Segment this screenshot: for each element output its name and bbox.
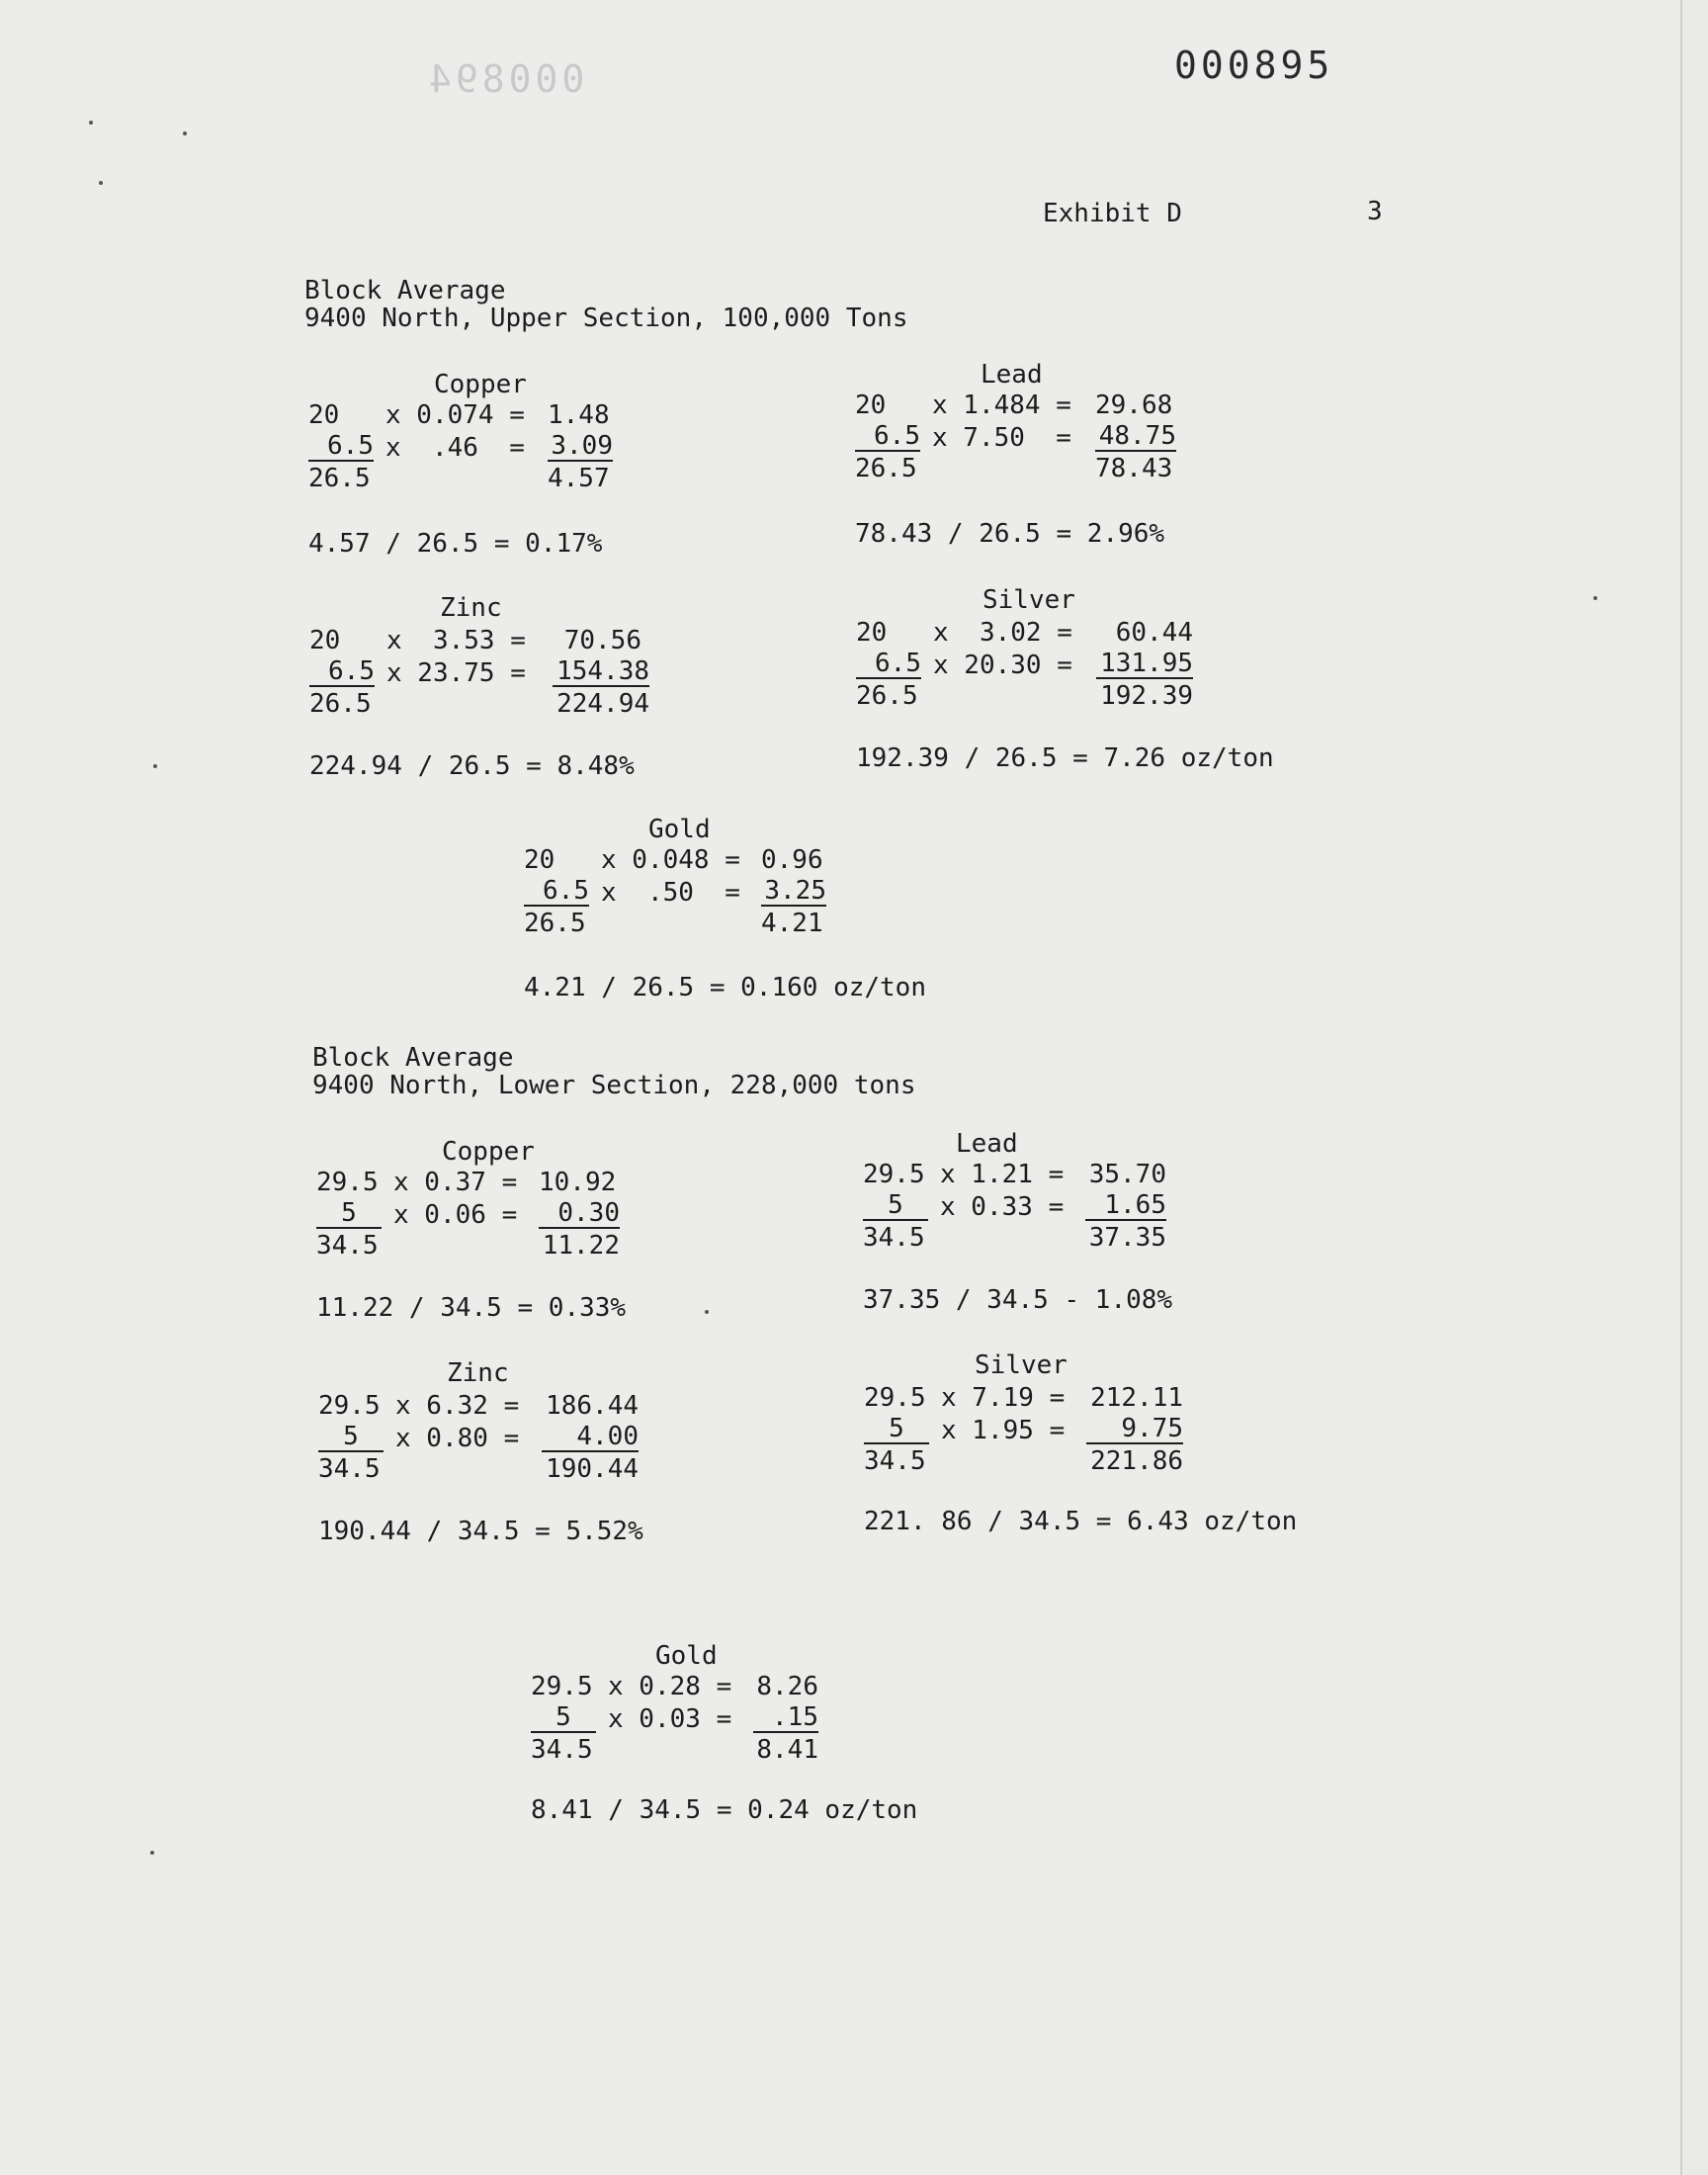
calc-total: 8.41 [756, 1735, 818, 1765]
calc-product: 1.48 [548, 400, 610, 430]
scan-speck [99, 181, 103, 185]
bates-stamp-ghost: 000894 [425, 57, 585, 101]
scan-speck [150, 1851, 154, 1855]
calc-multiplier: x 3.02 = [933, 618, 1072, 648]
upper-lead-result: 78.43 / 26.5 = 2.96% [855, 519, 1165, 549]
calc-multiplier: x 1.484 = [932, 391, 1071, 420]
calc-row [524, 908, 823, 939]
lower-copper-result: 11.22 / 34.5 = 0.33% [316, 1293, 627, 1323]
calc-row [531, 1671, 818, 1702]
calc-total: 37.35 [1088, 1223, 1166, 1253]
calc-product: 212.11 [1090, 1383, 1183, 1413]
upper-copper-result: 4.57 / 26.5 = 0.17% [308, 529, 603, 559]
calc-multiplier: x 0.03 = [608, 1704, 732, 1734]
calc-product: 186.44 [546, 1391, 639, 1421]
calc-row [855, 453, 1173, 484]
calc-total-weight: 34.5 [863, 1223, 925, 1253]
calc-multiplier: x .50 = [601, 878, 740, 908]
calc-weight: 5 [531, 1703, 596, 1733]
calc-total-weight: 34.5 [318, 1454, 381, 1484]
calc-multiplier: x 6.32 = [395, 1391, 520, 1421]
calc-weight: 29.5 [316, 1168, 379, 1197]
calc-title: Zinc [447, 1358, 509, 1388]
calc-multiplier: x 20.30 = [933, 651, 1072, 680]
lower-gold-result: 8.41 / 34.5 = 0.24 oz/ton [531, 1795, 918, 1825]
calc-row [318, 1422, 639, 1454]
calc-weight: 6.5 [855, 422, 920, 452]
calc-multiplier: x .46 = [385, 433, 525, 463]
calc-row [863, 1190, 1166, 1223]
calc-weight: 29.5 [318, 1391, 381, 1421]
calc-title: Copper [434, 370, 527, 399]
calc-weight: 29.5 [863, 1160, 925, 1189]
calc-row [309, 656, 649, 689]
calc-weight: 20 [524, 845, 555, 875]
calc-weight: 5 [318, 1423, 384, 1452]
calc-total: 11.22 [542, 1231, 620, 1261]
calc-row [856, 617, 1193, 649]
lower-lead-result: 37.35 / 34.5 - 1.08% [863, 1285, 1173, 1315]
calc-product: 0.96 [761, 845, 823, 875]
calc-multiplier: x 1.95 = [941, 1416, 1066, 1445]
calc-total: 221.86 [1090, 1446, 1183, 1476]
calc-weight: 6.5 [308, 432, 374, 462]
calc-multiplier: x 7.19 = [941, 1383, 1066, 1413]
calc-weight: 5 [864, 1415, 929, 1444]
calc-row [524, 876, 826, 909]
bates-stamp: 000895 [1174, 44, 1334, 87]
calc-row [531, 1702, 818, 1735]
calc-weight: 20 [309, 626, 341, 655]
calc-weight: 5 [316, 1199, 382, 1229]
calc-multiplier: x 0.074 = [385, 400, 525, 430]
calc-weight: 5 [863, 1191, 928, 1221]
calc-title: Copper [442, 1137, 535, 1167]
calc-weight: 20 [308, 400, 340, 430]
calc-total-weight: 26.5 [855, 454, 917, 483]
calc-total: 190.44 [546, 1454, 639, 1484]
calc-row [863, 1159, 1166, 1190]
calc-row [855, 421, 1176, 454]
calc-total-weight: 34.5 [864, 1446, 926, 1476]
calc-multiplier: x 3.53 = [386, 626, 526, 655]
calc-total-weight: 26.5 [856, 681, 918, 711]
calc-multiplier: x 0.80 = [395, 1424, 520, 1453]
lower-silver-result: 221. 86 / 34.5 = 6.43 oz/ton [864, 1507, 1298, 1536]
calc-weight: 6.5 [309, 657, 375, 687]
calc-product: 35.70 [1088, 1160, 1166, 1189]
upper-zinc-result: 224.94 / 26.5 = 8.48% [309, 751, 635, 781]
page-number: 3 [1367, 197, 1383, 226]
calc-row [309, 688, 649, 720]
calc-product: 131.95 [1096, 650, 1193, 679]
calc-multiplier: x 0.28 = [608, 1672, 732, 1701]
calc-row [308, 431, 613, 464]
calc-row [316, 1167, 617, 1198]
calc-weight: 29.5 [531, 1672, 593, 1701]
exhibit-label: Exhibit D [1043, 199, 1182, 228]
scan-speck [183, 131, 187, 135]
calc-total-weight: 26.5 [309, 689, 372, 719]
calc-row [864, 1382, 1183, 1414]
calc-product: 4.00 [542, 1423, 639, 1452]
calc-row [309, 625, 641, 656]
calc-product: 70.56 [563, 626, 641, 655]
calc-total-weight: 26.5 [308, 464, 371, 493]
scan-speck [153, 764, 157, 768]
upper-heading: Block Average [304, 276, 506, 305]
calc-row [855, 390, 1173, 421]
calc-product: 0.30 [539, 1199, 620, 1229]
calc-total-weight: 34.5 [531, 1735, 593, 1765]
calc-multiplier: x 1.21 = [940, 1160, 1065, 1189]
calc-row [864, 1445, 1183, 1477]
scan-speck [1593, 596, 1597, 600]
upper-gold-result: 4.21 / 26.5 = 0.160 oz/ton [524, 973, 926, 1002]
calc-total: 224.94 [556, 689, 649, 719]
calc-title: Lead [956, 1129, 1018, 1159]
calc-product: 29.68 [1095, 391, 1173, 420]
scan-speck [705, 1310, 709, 1314]
calc-product: 3.25 [761, 877, 826, 907]
calc-total: 192.39 [1100, 681, 1193, 711]
calc-product: 154.38 [553, 657, 649, 687]
calc-title: Gold [648, 815, 711, 844]
calc-title: Silver [982, 585, 1075, 615]
calc-multiplier: x 0.06 = [393, 1200, 518, 1230]
calc-weight: 20 [855, 391, 887, 420]
calc-row [318, 1453, 639, 1485]
calc-total-weight: 26.5 [524, 909, 586, 938]
lower-heading: Block Average [312, 1043, 514, 1073]
calc-product: 48.75 [1095, 422, 1176, 452]
calc-row [864, 1414, 1183, 1446]
upper-subheading: 9400 North, Upper Section, 100,000 Tons [304, 304, 908, 333]
calc-row [531, 1734, 818, 1766]
calc-multiplier: x 0.33 = [940, 1192, 1065, 1222]
calc-product: 8.26 [756, 1672, 818, 1701]
calc-title: Silver [975, 1350, 1068, 1380]
calc-product: 10.92 [539, 1168, 617, 1197]
calc-row [318, 1390, 639, 1422]
calc-row [863, 1222, 1166, 1254]
calc-weight: 6.5 [524, 877, 589, 907]
calc-multiplier: x 0.048 = [601, 845, 740, 875]
calc-row [316, 1198, 620, 1231]
lower-subheading: 9400 North, Lower Section, 228,000 tons [312, 1071, 916, 1100]
calc-weight: 20 [856, 618, 888, 648]
calc-total: 4.57 [548, 464, 610, 493]
calc-total-weight: 34.5 [316, 1231, 379, 1261]
calc-row [524, 844, 823, 876]
calc-product: 3.09 [548, 432, 613, 462]
calc-weight: 6.5 [856, 650, 921, 679]
calc-product: 60.44 [1115, 618, 1193, 648]
lower-zinc-result: 190.44 / 34.5 = 5.52% [318, 1517, 643, 1546]
upper-silver-result: 192.39 / 26.5 = 7.26 oz/ton [856, 743, 1274, 773]
calc-row [308, 399, 610, 431]
calc-multiplier: x 0.37 = [393, 1168, 518, 1197]
calc-row [316, 1230, 620, 1262]
calc-row [856, 649, 1193, 681]
calc-weight: 29.5 [864, 1383, 926, 1413]
calc-row [308, 463, 610, 494]
calc-product: 1.65 [1085, 1191, 1166, 1221]
calc-multiplier: x 7.50 = [932, 423, 1071, 453]
calc-product: 9.75 [1086, 1415, 1183, 1444]
calc-total: 4.21 [761, 909, 823, 938]
calc-multiplier: x 23.75 = [386, 658, 526, 688]
calc-row [856, 680, 1193, 712]
calc-total: 78.43 [1095, 454, 1173, 483]
scan-speck [89, 121, 93, 125]
calc-title: Gold [655, 1641, 718, 1671]
calc-title: Zinc [440, 593, 502, 623]
calc-product: .15 [753, 1703, 818, 1733]
calc-title: Lead [981, 360, 1043, 390]
